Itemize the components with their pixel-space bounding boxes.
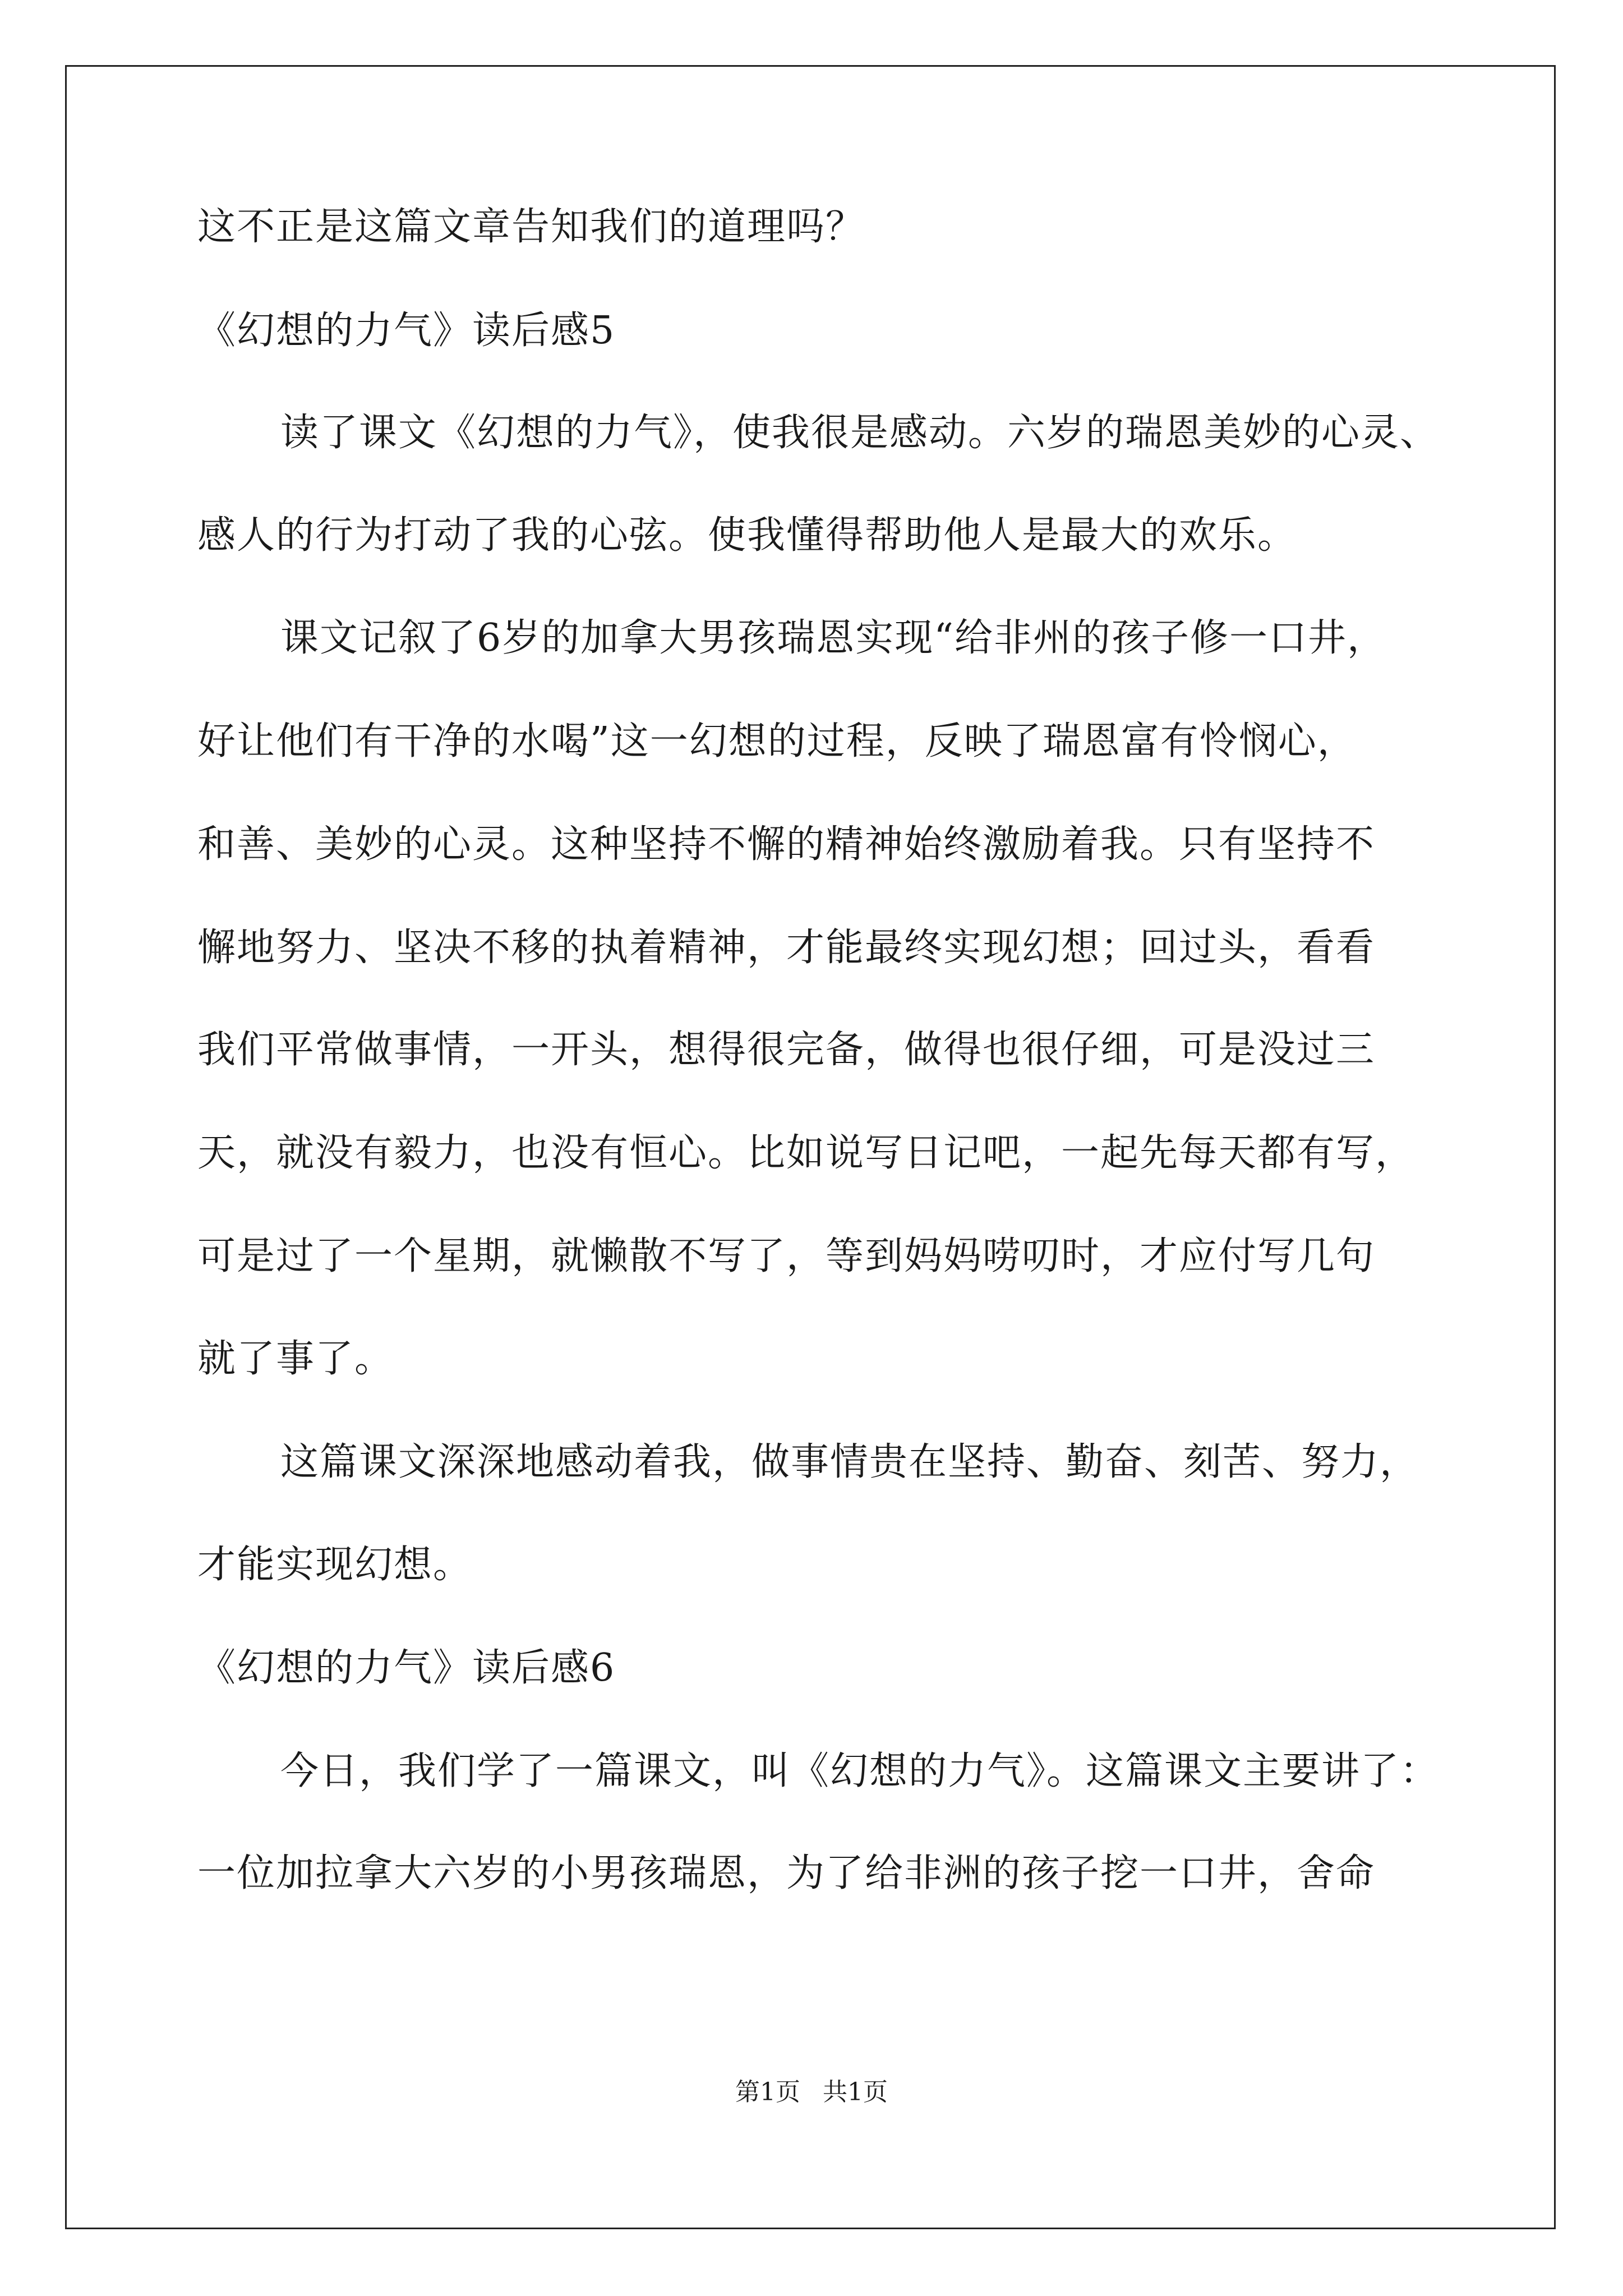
text-line: 我们平常做事情，一开头，想得很完备，做得也很仔细，可是没过三 — [197, 1028, 1376, 1072]
section-heading: 《幻想的力气》读后感5 — [197, 309, 616, 353]
text-line: 感人的行为打动了我的心弦。使我懂得帮助他人是最大的欢乐。 — [197, 513, 1297, 558]
text-line: 这篇课文深深地感动着我，做事情贵在坚持、勤奋、刻苦、努力， — [280, 1440, 1419, 1484]
text-line: 这不正是这篇文章告知我们的道理吗？ — [197, 205, 865, 249]
text-line: 和善、美妙的心灵。这种坚持不懈的精神始终激励着我。只有坚持不 — [197, 822, 1376, 867]
page-total: 共1页 — [823, 2078, 888, 2106]
page-footer — [0, 2076, 1623, 2109]
page-number: 第1页 — [735, 2078, 800, 2106]
section-heading: 《幻想的力气》读后感6 — [197, 1646, 616, 1690]
text-line: 好让他们有干净的水喝”这一幻想的过程，反映了瑞恩富有怜悯心， — [197, 719, 1357, 763]
text-line: 就了事了。 — [197, 1337, 394, 1381]
text-line: 可是过了一个星期，就懒散不写了，等到妈妈唠叨时，才应付写几句 — [197, 1234, 1376, 1278]
text-line: 懈地努力、坚决不移的执着精神，才能最终实现幻想；回过头，看看 — [197, 926, 1376, 970]
text-line: 今日，我们学了一篇课文，叫《幻想的力气》。这篇课文主要讲了： — [280, 1749, 1440, 1793]
text-line: 才能实现幻想。 — [197, 1543, 473, 1587]
text-line: 一位加拉拿大六岁的小男孩瑞恩，为了给非洲的孩子挖一口井，舍命 — [197, 1851, 1376, 1895]
text-line: 课文记叙了6岁的加拿大男孩瑞恩实现“给非州的孩子修一口井， — [280, 616, 1387, 660]
text-line: 天，就没有毅力，也没有恒心。比如说写日记吧，一起先每天都有写， — [197, 1131, 1415, 1175]
text-line: 读了课文《幻想的力气》，使我很是感动。六岁的瑞恩美妙的心灵、 — [280, 411, 1440, 455]
